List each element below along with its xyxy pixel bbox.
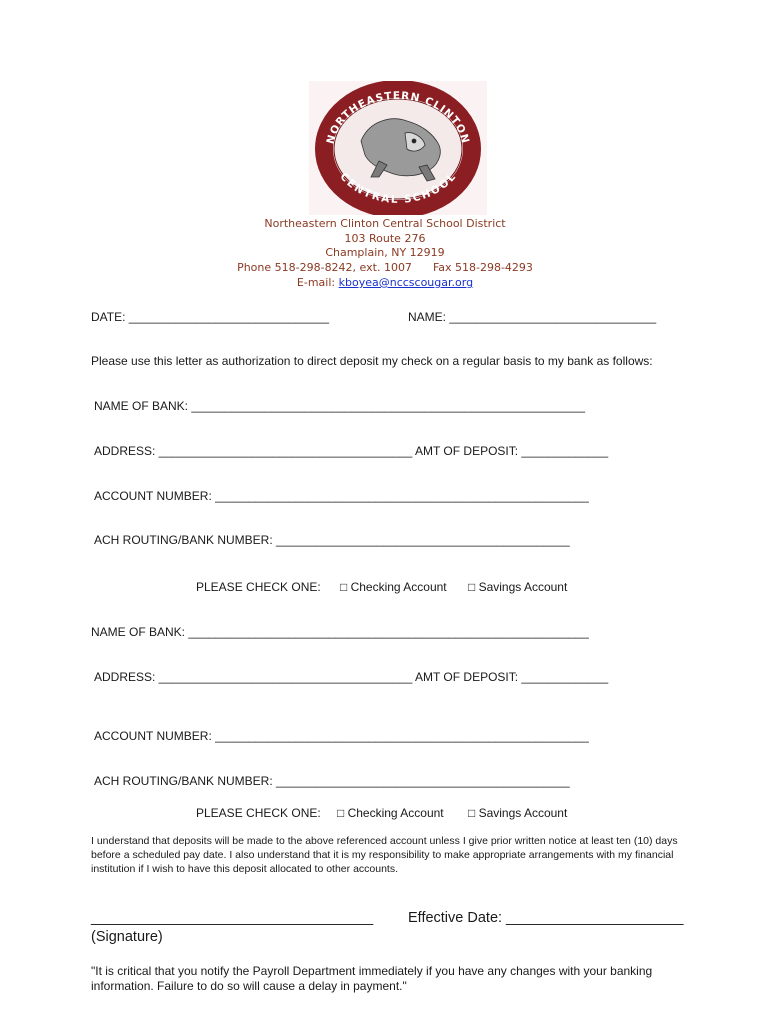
bank1-checking-option[interactable]: □ Checking Account <box>340 580 447 594</box>
bank2-routing-field[interactable]: ACH ROUTING/BANK NUMBER: ____________________________________________ <box>94 774 570 788</box>
phone-fax-line <box>0 261 770 274</box>
bank2-check-prompt: PLEASE CHECK ONE: <box>196 806 321 820</box>
district-name: Northeastern Clinton Central School District <box>264 217 506 230</box>
intro-text: Please use this letter as authorization to direct deposit my check on a regular basis to my bank as follows: <box>91 354 653 368</box>
fax-number: Fax 518-298-4293 <box>432 261 533 274</box>
bank2-name-field[interactable]: NAME OF BANK: ____________________________________________________________ <box>91 625 589 639</box>
bank1-routing-field[interactable]: ACH ROUTING/BANK NUMBER: ____________________________________________ <box>94 533 570 547</box>
bank1-address-field[interactable]: ADDRESS: ______________________________________ AMT OF DEPOSIT: _____________ <box>94 444 609 458</box>
effective-date-field[interactable]: Effective Date: ______________________ <box>408 910 684 926</box>
bank2-address-field[interactable]: ADDRESS: ______________________________________ AMT OF DEPOSIT: _____________ <box>94 670 609 684</box>
bank2-checking-option[interactable]: □ Checking Account <box>337 806 444 820</box>
logo-bottom-text: CENTRAL SCHOOL <box>337 170 459 206</box>
city-address: Champlain, NY 12919 <box>325 246 445 259</box>
email-line <box>0 276 770 289</box>
date-field[interactable]: DATE: ______________________________ <box>91 310 329 324</box>
email-label: E-mail: <box>296 276 336 289</box>
email-link[interactable]: kboyea@nccscougar.org <box>338 276 474 289</box>
phone-number: Phone 518-298-8242, ext. 1007 <box>237 261 412 274</box>
bank1-name-field[interactable]: NAME OF BANK: ___________________________________________________________ <box>94 399 586 413</box>
signature-line[interactable]: ___________________________________ <box>91 910 374 926</box>
street-address: 103 Route 276 <box>344 232 426 245</box>
payroll-notice: "It is critical that you notify the Payroll Department immediately if you have any changes with your banking information. Failure to do so will cause a delay in payment." <box>91 964 653 993</box>
school-seal-icon <box>309 81 487 215</box>
bank1-savings-option[interactable]: □ Savings Account <box>468 580 568 594</box>
school-logo <box>309 81 487 215</box>
bank2-savings-option[interactable]: □ Savings Account <box>468 806 568 820</box>
bank1-account-field[interactable]: ACCOUNT NUMBER: ________________________________________________________ <box>94 489 589 503</box>
logo-top-text: NORTHEASTERN CLINTON <box>324 89 472 146</box>
understanding-paragraph: I understand that deposits will be made to the above referenced account unless I give prior written notice at least ten (10) days before a scheduled pay date. I also understand that it is my responsibility to make appropriate arrangements with my financial institution if I wish to have this deposit allocated to other accounts. <box>91 835 678 875</box>
bank2-account-field[interactable]: ACCOUNT NUMBER: ________________________________________________________ <box>94 729 589 743</box>
bank1-check-prompt: PLEASE CHECK ONE: <box>196 580 321 594</box>
name-field[interactable]: NAME: _______________________________ <box>408 310 657 324</box>
signature-label: (Signature) <box>91 929 163 945</box>
